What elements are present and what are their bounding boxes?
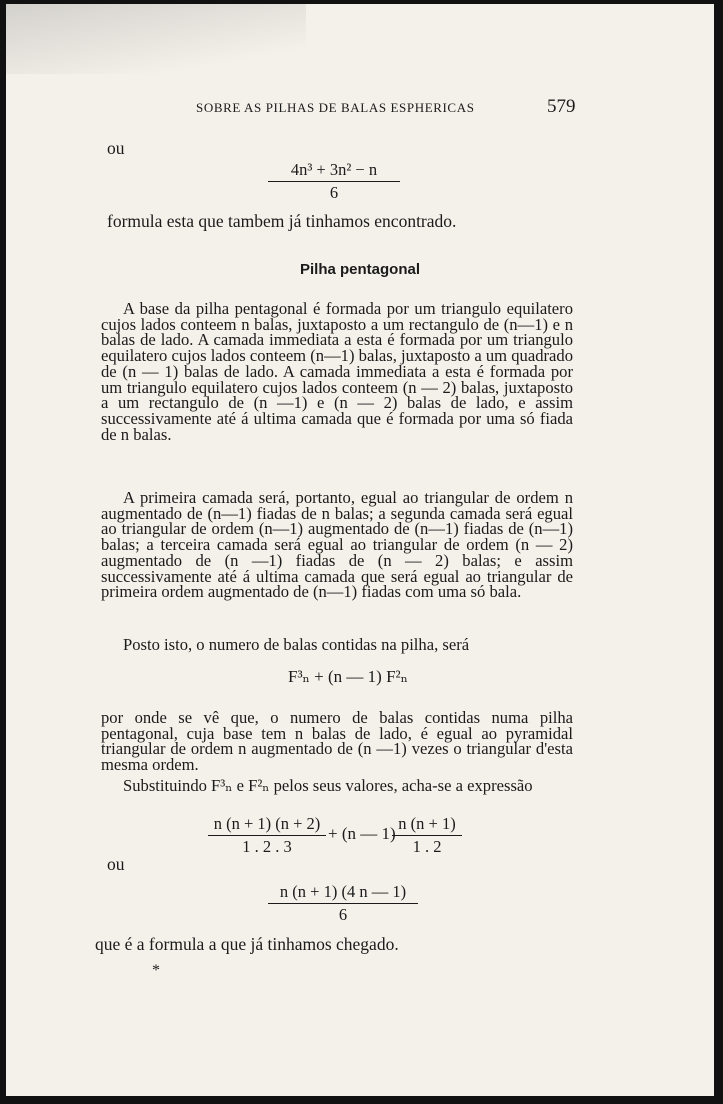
fraction-bar [392, 835, 462, 836]
running-title: SOBRE AS PILHAS DE BALAS ESPHERICAS [196, 100, 475, 115]
fraction-bar [268, 903, 418, 904]
paragraph-substitution: Substituindo F³ₙ e F²ₙ pelos seus valores, acha-se a expressão [123, 776, 533, 795]
formula-sum: F³ₙ + (n — 1) F²ₙ [288, 667, 408, 686]
closing-line: que é a formula a que já tinhamos chegado. [95, 934, 399, 954]
asterisk-mark: * [152, 962, 160, 979]
formula-denominator: 1 . 2 [412, 837, 442, 856]
paragraph-layers: A primeira camada será, portanto, egual ao triangular de ordem n augmentado de (n—1) fiadas de n balas; a segunda camada será egual ao triangular de ordem (n—1) augmentado de (n—1) fiadas de (n—1) balas; a terceira camada será egual ao triangular de ordem (n — 2) augmentado de (n —1) fiadas de (n — 2) balas; e assim successivamente até á ultima camada que será egual ao triangular de primeira ordem augmentado de (n—1) fiadas com uma só bala. [101, 488, 573, 602]
fraction-bar [208, 835, 326, 836]
page-number: 579 [547, 96, 576, 117]
formula-pyramidal [268, 160, 400, 203]
formula-denominator: 6 [329, 183, 339, 202]
formula-denominator: 1 . 2 . 3 [242, 837, 292, 856]
formula-numerator: n (n + 1) (4 n — 1) [279, 882, 407, 901]
formula-triangular-term [392, 814, 462, 857]
fraction-bar [268, 181, 400, 182]
paragraph-conclusion: por onde se vê que, o numero de balas contidas numa pilha pentagonal, cuja base tem n balas de lado, é egual ao pyramidal triangular de ordem n augmentado de (n —1) vezes o triangular d'esta mesma ordem. [101, 708, 573, 775]
word-ou-2: ou [107, 854, 125, 874]
paragraph-posto: Posto isto, o numero de balas contidas na pilha, será [123, 635, 470, 654]
formula-numerator: 4n³ + 3n² − n [290, 160, 378, 179]
formula-denominator: 6 [338, 905, 348, 924]
section-heading: Pilha pentagonal [299, 261, 420, 278]
page-header [6, 96, 714, 120]
paragraph-base: A base da pilha pentagonal é formada por um triangulo equilatero cujos lados conteem n balas, juxtaposto a um rectangulo de (n—1) e n balas de lado. A camada immediata a esta é formada por um triangulo equilatero cujos lados conteem (n—1) balas, juxtaposto a um quadrado de (n — 1) balas de lado. A camada immediata a esta é formada por um triangulo equilatero cujos lados conteem (n — 2) balas, juxtaposto a um rectangulo de (n —1) e (n — 2) balas de lado, e assim successivamente até á ultima camada que é formada por uma só fiada de n balas. [101, 299, 573, 444]
formula-plus-term: + (n — 1) [328, 824, 396, 843]
formula-numerator: n (n + 1) (n + 2) [213, 814, 321, 833]
formula-result [268, 882, 418, 925]
formula-numerator: n (n + 1) [398, 814, 456, 833]
book-page [6, 4, 714, 1096]
paragraph-line: formula esta que tambem já tinhamos encontrado. [107, 211, 457, 231]
formula-pyramid-term [208, 814, 326, 857]
word-ou: ou [107, 138, 125, 158]
